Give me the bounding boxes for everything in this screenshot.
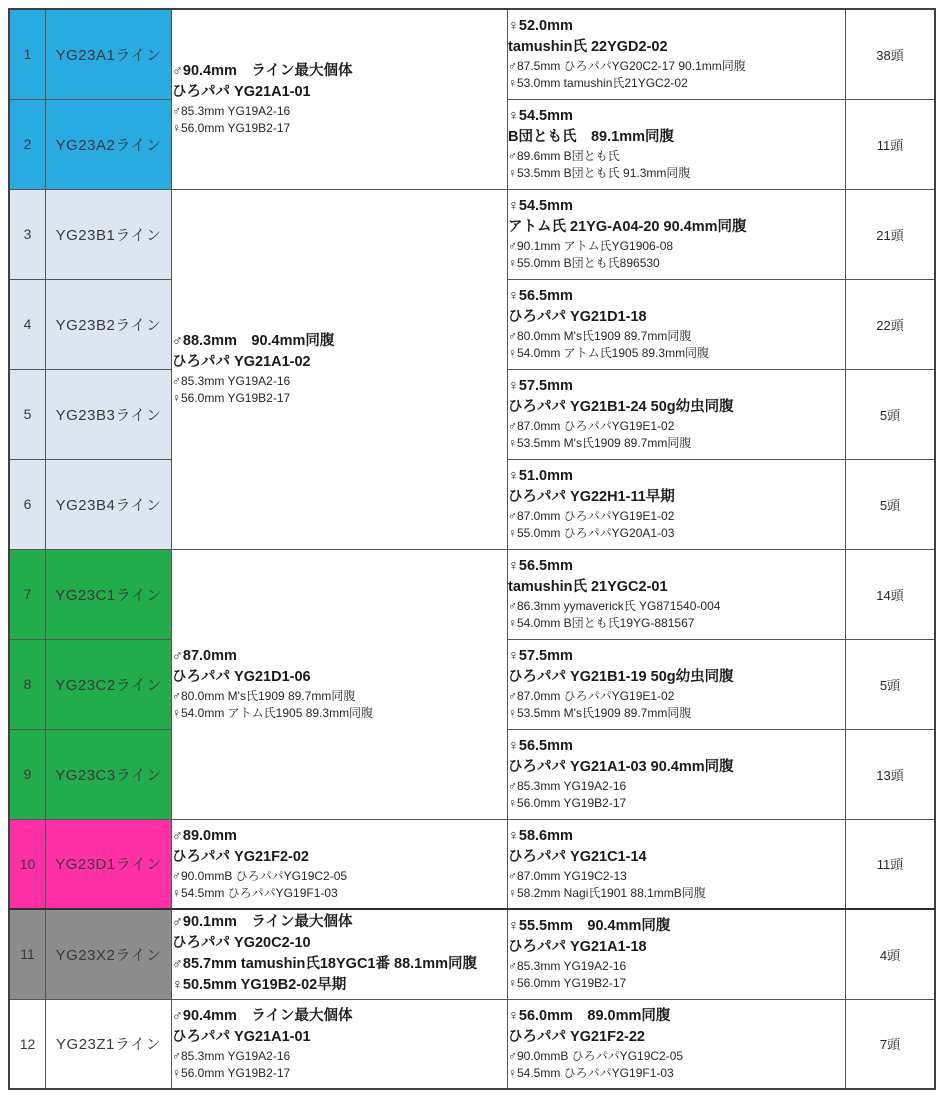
male-parent-cell [172,189,508,549]
male-id-line: ひろパパ YG20C2-10 [172,935,311,952]
female-dam-line: ♀54.0mm アトム氏1905 89.3mm同腹 [508,346,710,360]
female-dam-line: ♀56.0mm YG19B2-17 [508,796,627,810]
male-sire-line: ♂80.0mm M's氏1909 89.7mm同腹 [172,689,356,703]
female-size-line: ♀55.5mm 90.4mm同腹 [508,918,671,935]
row-number-cell: 6 [9,459,46,549]
table-row [9,189,935,279]
line-name-cell: YG23Z1ライン [46,999,172,1089]
count-cell: 13頭 [846,729,936,819]
female-id-line: ひろパパ YG21D1-18 [508,309,647,325]
male-sire-line: ♂90.0mmB ひろパパYG19C2-05 [172,868,348,883]
female-id-line: tamushin氏 21YGC2-01 [508,579,668,595]
male-sire-line: ♂85.3mm YG19A2-16 [172,1048,291,1063]
male-id-line: ひろパパ YG21A1-01 [172,84,311,101]
line-name-cell: YG23X2ライン [46,909,172,999]
count-cell: 14頭 [846,549,936,639]
male-parent-cell [172,819,508,909]
female-parent-cell [508,549,846,639]
breeding-line-table-page [8,8,936,1090]
male-dam-line: ♀56.0mm YG19B2-17 [172,1065,291,1080]
male-dam-line: ♀56.0mm YG19B2-17 [172,391,291,405]
line-name-cell: YG23C1ライン [46,549,172,639]
female-size-line: ♀57.5mm [508,378,573,394]
female-sire-line: ♂85.3mm YG19A2-16 [508,779,627,793]
row-number-cell: 11 [9,909,46,999]
male-size-line: ♂89.0mm [172,827,237,844]
female-dam-line: ♀54.5mm ひろパパYG19F1-03 [508,1065,674,1080]
female-sire-line: ♂87.5mm ひろパパYG20C2-17 90.1mm同腹 [508,59,746,74]
female-sire-line: ♂85.3mm YG19A2-16 [508,959,627,974]
female-sire-line: ♂86.3mm yymaverick氏 YG871540-004 [508,599,721,613]
female-sire-line: ♂80.0mm M's氏1909 89.7mm同腹 [508,329,692,343]
male-sire-line: ♂85.7mm tamushin氏18YGC1番 88.1mm同腹 [172,956,478,973]
male-dam-line: ♀50.5mm YG19B2-02早期 [172,977,347,994]
female-id-line: ひろパパ YG22H1-11早期 [508,489,675,505]
count-cell: 5頭 [846,369,936,459]
female-dam-line: ♀53.0mm tamushin氏21YGC2-02 [508,76,688,91]
breeding-line-table [8,8,936,1090]
row-number-cell: 10 [9,819,46,909]
male-size-line: ♂90.1mm ライン最大個体 [172,914,353,931]
line-name-cell: YG23D1ライン [46,819,172,909]
female-id-line: B団とも氏 89.1mm同腹 [508,129,674,145]
count-cell: 5頭 [846,639,936,729]
female-parent-cell [508,819,846,909]
male-size-line: ♂90.4mm ライン最大個体 [172,63,353,80]
female-dam-line: ♀55.0mm B団とも氏896530 [508,256,660,270]
count-cell: 11頭 [846,99,936,189]
line-name-cell: YG23C3ライン [46,729,172,819]
female-parent-cell [508,639,846,729]
table-row [9,999,935,1089]
row-number-cell: 3 [9,189,46,279]
female-size-line: ♀52.0mm [508,18,573,35]
female-id-line: tamushin氏 22YGD2-02 [508,39,668,56]
table-row [9,819,935,909]
line-name-cell: YG23B2ライン [46,279,172,369]
count-cell: 21頭 [846,189,936,279]
row-number-cell: 4 [9,279,46,369]
male-sire-line: ♂85.3mm YG19A2-16 [172,374,291,388]
female-sire-line: ♂87.0mm ひろパパYG19E1-02 [508,419,675,433]
male-sire-line: ♂85.3mm YG19A2-16 [172,104,291,119]
female-size-line: ♀54.5mm [508,198,573,214]
line-name-cell: YG23B4ライン [46,459,172,549]
female-parent-cell [508,279,846,369]
row-number-cell: 7 [9,549,46,639]
female-parent-cell [508,99,846,189]
row-number-cell: 9 [9,729,46,819]
female-parent-cell [508,459,846,549]
count-cell: 38頭 [846,9,936,99]
female-size-line: ♀54.5mm [508,108,573,124]
female-id-line: ひろパパ YG21A1-18 [508,939,647,956]
female-sire-line: ♂90.0mmB ひろパパYG19C2-05 [508,1048,684,1063]
female-sire-line: ♂87.0mm ひろパパYG19E1-02 [508,509,675,523]
count-cell: 11頭 [846,819,936,909]
female-size-line: ♀58.6mm [508,827,573,844]
female-id-line: ひろパパ YG21A1-03 90.4mm同腹 [508,759,734,775]
female-parent-cell [508,9,846,99]
line-name-cell: YG23B3ライン [46,369,172,459]
female-id-line: ひろパパ YG21B1-19 50g幼虫同腹 [508,669,734,685]
male-size-line: ♂87.0mm [172,648,237,664]
male-parent-cell [172,549,508,819]
female-dam-line: ♀56.0mm YG19B2-17 [508,976,627,991]
female-id-line: ひろパパ YG21B1-24 50g幼虫同腹 [508,399,734,415]
line-name-cell: YG23B1ライン [46,189,172,279]
male-parent-cell [172,909,508,999]
count-cell: 7頭 [846,999,936,1089]
row-number-cell: 5 [9,369,46,459]
female-parent-cell [508,189,846,279]
female-dam-line: ♀53.5mm M's氏1909 89.7mm同腹 [508,436,692,450]
female-parent-cell [508,909,846,999]
female-dam-line: ♀58.2mm Nagi氏1901 88.1mmB同腹 [508,885,706,900]
line-name-cell: YG23C2ライン [46,639,172,729]
row-number-cell: 1 [9,9,46,99]
female-sire-line: ♂90.1mm アトム氏YG1906-08 [508,239,674,253]
male-dam-line: ♀54.5mm ひろパパYG19F1-03 [172,885,338,900]
male-size-line: ♂90.4mm ライン最大個体 [172,1007,353,1024]
male-parent-cell [172,9,508,189]
female-size-line: ♀56.5mm [508,288,573,304]
row-number-cell: 2 [9,99,46,189]
male-parent-cell [172,999,508,1089]
male-dam-line: ♀54.0mm アトム氏1905 89.3mm同腹 [172,706,374,720]
line-name-cell: YG23A2ライン [46,99,172,189]
male-id-line: ひろパパ YG21A1-02 [172,354,311,370]
female-size-line: ♀56.5mm [508,738,573,754]
female-sire-line: ♂87.0mm ひろパパYG19E1-02 [508,689,675,703]
female-sire-line: ♂87.0mm YG19C2-13 [508,868,627,883]
female-id-line: ひろパパ YG21F2-22 [508,1028,645,1045]
female-dam-line: ♀55.0mm ひろパパYG20A1-03 [508,526,675,540]
count-cell: 4頭 [846,909,936,999]
female-parent-cell [508,369,846,459]
male-size-line: ♂88.3mm 90.4mm同腹 [172,333,335,349]
female-size-line: ♀56.0mm 89.0mm同腹 [508,1007,671,1024]
female-id-line: ひろパパ YG21C1-14 [508,848,647,865]
male-dam-line: ♀56.0mm YG19B2-17 [172,121,291,136]
line-name-cell: YG23A1ライン [46,9,172,99]
female-size-line: ♀51.0mm [508,468,573,484]
female-dam-line: ♀54.0mm B団とも氏19YG-881567 [508,616,695,630]
female-sire-line: ♂89.6mm B団とも氏 [508,149,620,163]
male-id-line: ひろパパ YG21D1-06 [172,669,311,685]
table-row [9,909,935,999]
female-size-line: ♀56.5mm [508,558,573,574]
row-number-cell: 12 [9,999,46,1089]
row-number-cell: 8 [9,639,46,729]
female-parent-cell [508,999,846,1089]
table-row [9,9,935,99]
count-cell: 22頭 [846,279,936,369]
female-size-line: ♀57.5mm [508,648,573,664]
male-id-line: ひろパパ YG21F2-02 [172,848,309,865]
female-parent-cell [508,729,846,819]
female-dam-line: ♀53.5mm M's氏1909 89.7mm同腹 [508,706,692,720]
female-id-line: アトム氏 21YG-A04-20 90.4mm同腹 [508,219,747,235]
male-id-line: ひろパパ YG21A1-01 [172,1028,311,1045]
female-dam-line: ♀53.5mm B団とも氏 91.3mm同腹 [508,166,691,180]
count-cell: 5頭 [846,459,936,549]
table-row [9,549,935,639]
